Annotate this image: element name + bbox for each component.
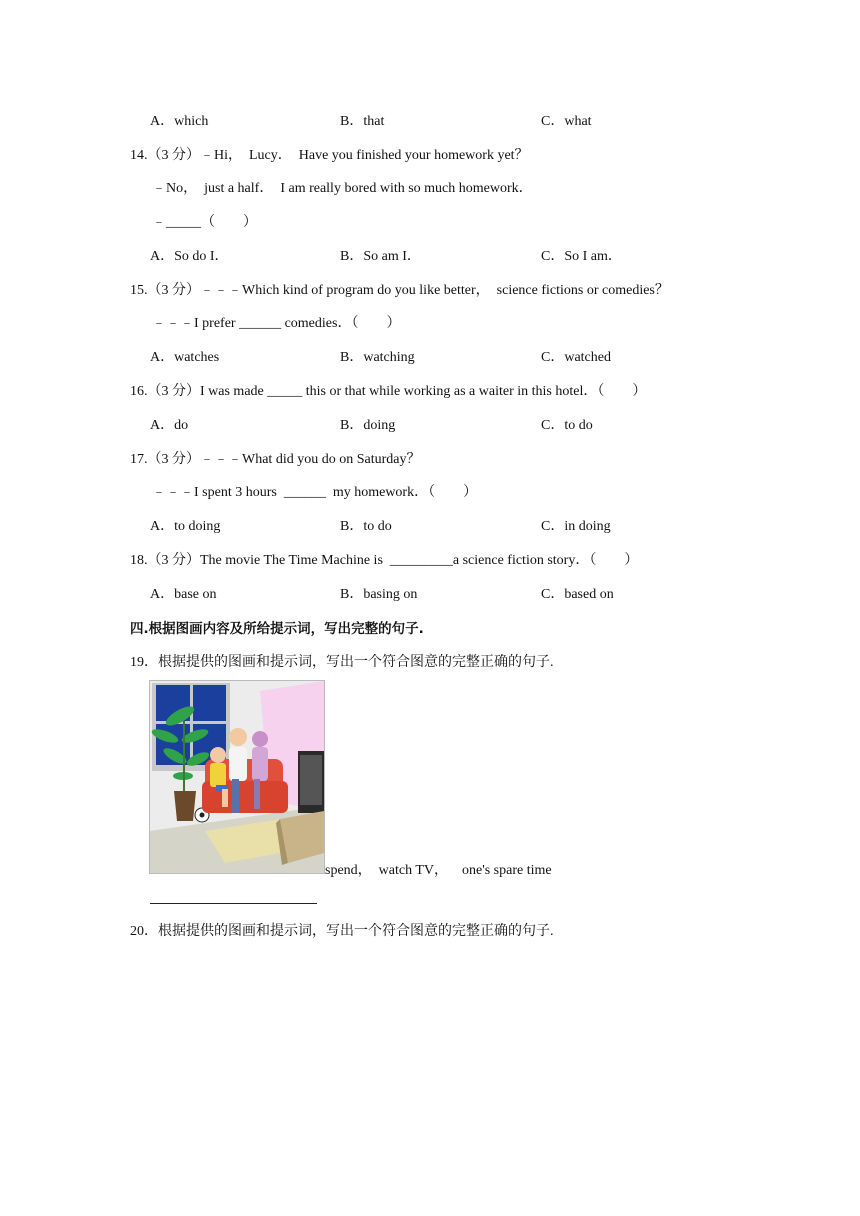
q19-hint-words: spend， watch TV， one's spare time xyxy=(325,863,552,878)
q15-option-c: C．watched xyxy=(541,350,611,365)
q16-stem: 16.（3 分）I was made _____ this or that while working as a waiter in this hotel．（ ） xyxy=(130,384,647,399)
q15-option-a: A．watches xyxy=(150,350,220,365)
q16-option-b: B．doing xyxy=(340,418,396,433)
q16-option-c: C．to do xyxy=(541,418,593,433)
q17-stem: 17.（3 分）﹣﹣﹣What did you do on Saturday？ xyxy=(130,452,421,467)
section-heading: 四.根据图画内容及所给提示词，写出完整的句子. xyxy=(130,621,424,637)
q14-option-a: A．So do I． xyxy=(150,249,229,264)
q17-option-b: B．to do xyxy=(340,519,392,534)
q14-line2: ﹣No， just a half． I am really bored with so much homework． xyxy=(152,181,533,196)
q17-line2: ﹣﹣﹣I spent 3 hours ______ my homework．（ ） xyxy=(152,485,478,500)
q18-option-b: B．basing on xyxy=(340,587,418,602)
q16-option-a: A．do xyxy=(150,418,189,433)
q19-answer-blank[interactable] xyxy=(150,903,317,904)
q14-option-b: B．So am I． xyxy=(340,249,421,264)
q18-option-a: A．base on xyxy=(150,587,217,602)
q13-option-b: B．that xyxy=(340,114,385,129)
q19-stem: 19．根据提供的图画和提示词，写出一个符合图意的完整正确的句子. xyxy=(130,655,554,670)
q15-stem: 15.（3 分）﹣﹣﹣Which kind of program do you like better， science fictions or comedies？ xyxy=(130,283,669,298)
q14-option-c: C．So I am． xyxy=(541,249,622,264)
q17-option-a: A．to doing xyxy=(150,519,221,534)
q13-option-a: A．which xyxy=(150,114,209,129)
q15-line2: ﹣﹣﹣I prefer ______ comedies．（ ） xyxy=(152,316,401,331)
q15-option-b: B．watching xyxy=(340,350,415,365)
family-watching-tv-illustration xyxy=(149,680,325,874)
q18-option-c: C．based on xyxy=(541,587,614,602)
q17-option-c: C．in doing xyxy=(541,519,611,534)
q14-line3: ﹣_____（ ） xyxy=(152,215,257,230)
q14-stem: 14.（3 分）﹣Hi， Lucy． Have you finished your homework yet？ xyxy=(130,148,529,163)
q13-option-c: C．what xyxy=(541,114,592,129)
q20-stem: 20．根据提供的图画和提示词，写出一个符合图意的完整正确的句子. xyxy=(130,924,554,939)
q18-stem: 18.（3 分）The movie The Time Machine is _________a science fiction story．（ ） xyxy=(130,553,639,568)
